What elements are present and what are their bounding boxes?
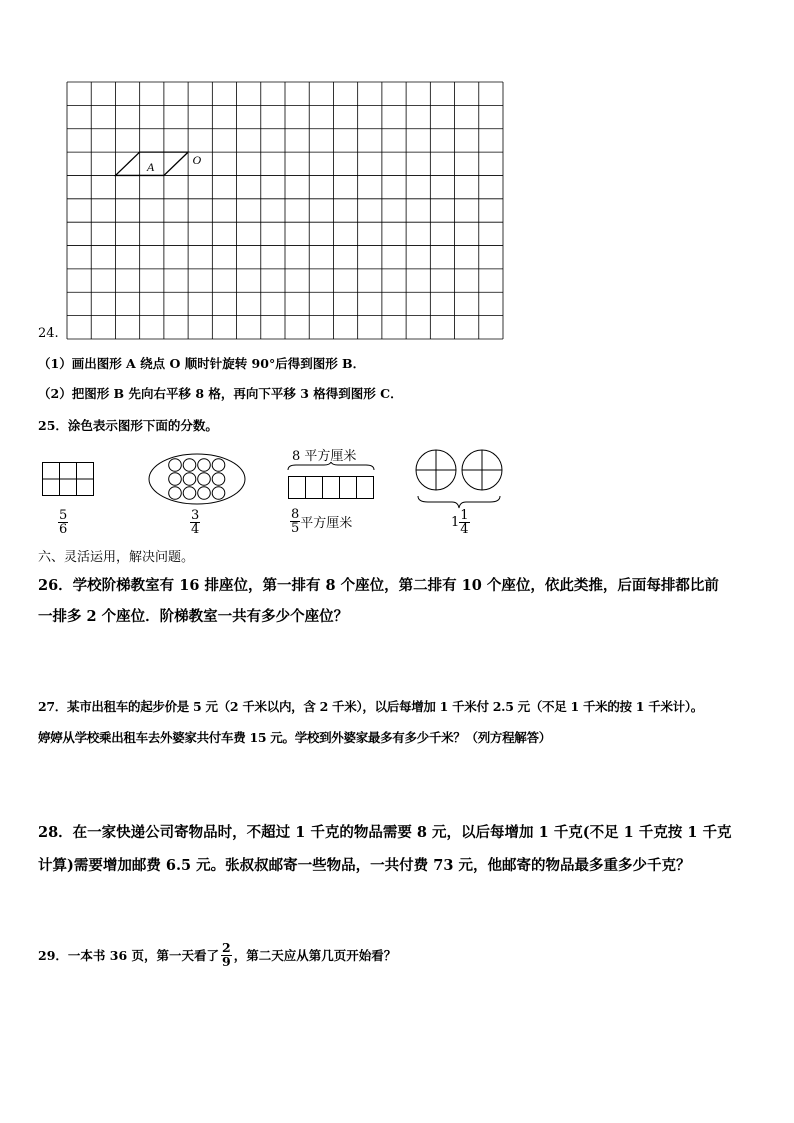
- q27-line-2: 婷婷从学校乘出租车去外婆家共付车费 15 元。学校到外婆家最多有多少千米？（列方程解答）: [38, 730, 551, 745]
- q24-part-1: （1）画出图形 A 绕点 O 顺时针旋转 90°后得到图形 B．: [38, 356, 366, 371]
- small-circle: [169, 473, 182, 486]
- small-circle: [212, 487, 225, 500]
- grid-lines: [67, 82, 503, 339]
- q26-line-2: 一排多 2 个座位．阶梯教室一共有多少个座位？: [38, 608, 349, 625]
- square-grid: [66, 81, 504, 341]
- section-heading-6: 六、灵活运用，解决问题。: [38, 550, 195, 565]
- small-circles: [169, 459, 225, 500]
- rectangle-six-parts: [42, 462, 96, 498]
- q28-line-1: 28．在一家快递公司寄物品时，不超过 1 千克的物品需要 8 元，以后每增加 1 千克(不足 1 千克按 1 千克: [38, 824, 732, 841]
- question-25: 25．涂色表示图形下面的分数。: [38, 418, 218, 433]
- q27-line-1: 27．某市出租车的起步价是 5 元（2 千米以内，含 2 千米），以后每增加 1 千米付 2.5 元（不足 1 千米的按 1 千米计）。: [38, 699, 704, 714]
- q24-part-2: （2）把图形 B 先向右平移 8 格，再向下平移 3 格得到图形 C．: [38, 386, 403, 401]
- mixed-fraction-1-1-4: 1 $\frac{1}{4}$: [451, 508, 469, 537]
- small-circle: [169, 459, 182, 472]
- shape-label-a: A: [146, 159, 155, 174]
- small-circle: [183, 459, 196, 472]
- small-circle: [183, 487, 196, 500]
- ellipse-twelve-circles: [147, 452, 247, 506]
- point-label-o: O: [192, 152, 202, 167]
- question-number-24: 24.: [38, 326, 59, 341]
- q28-line-2: 计算)需要增加邮费 6.5 元。张叔叔邮寄一些物品，一共付费 73 元，他邮寄的物品最多重多少千克？: [38, 857, 691, 874]
- small-circle: [212, 459, 225, 472]
- fraction-3-4: $\frac{3}{4}$: [191, 508, 200, 537]
- fraction-8-5-sq-cm: $\frac{8}{5}$ 平方厘米: [291, 507, 353, 536]
- strip-five-parts: [286, 462, 376, 500]
- small-circle: [183, 473, 196, 486]
- q26-line-1: 26．学校阶梯教室有 16 排座位，第一排有 8 个座位，第二排有 10 个座位，依此类推，后面每排都比前: [38, 577, 719, 594]
- fraction-2-9: $\frac{2}{9}$: [222, 940, 231, 969]
- fraction-5-6: $\frac{5}{6}$: [59, 508, 68, 537]
- two-quartered-circles: [414, 448, 508, 512]
- small-circle: [198, 459, 211, 472]
- small-circle: [198, 487, 211, 500]
- area-label-top: 8 平方厘米: [292, 449, 357, 464]
- small-circle: [212, 473, 225, 486]
- small-circle: [169, 487, 182, 500]
- small-circle: [198, 473, 211, 486]
- q29-line: 29．一本书 36 页，第一天看了 $\frac{2}{9}$ ，第二天应从第几页开始看？: [38, 940, 397, 969]
